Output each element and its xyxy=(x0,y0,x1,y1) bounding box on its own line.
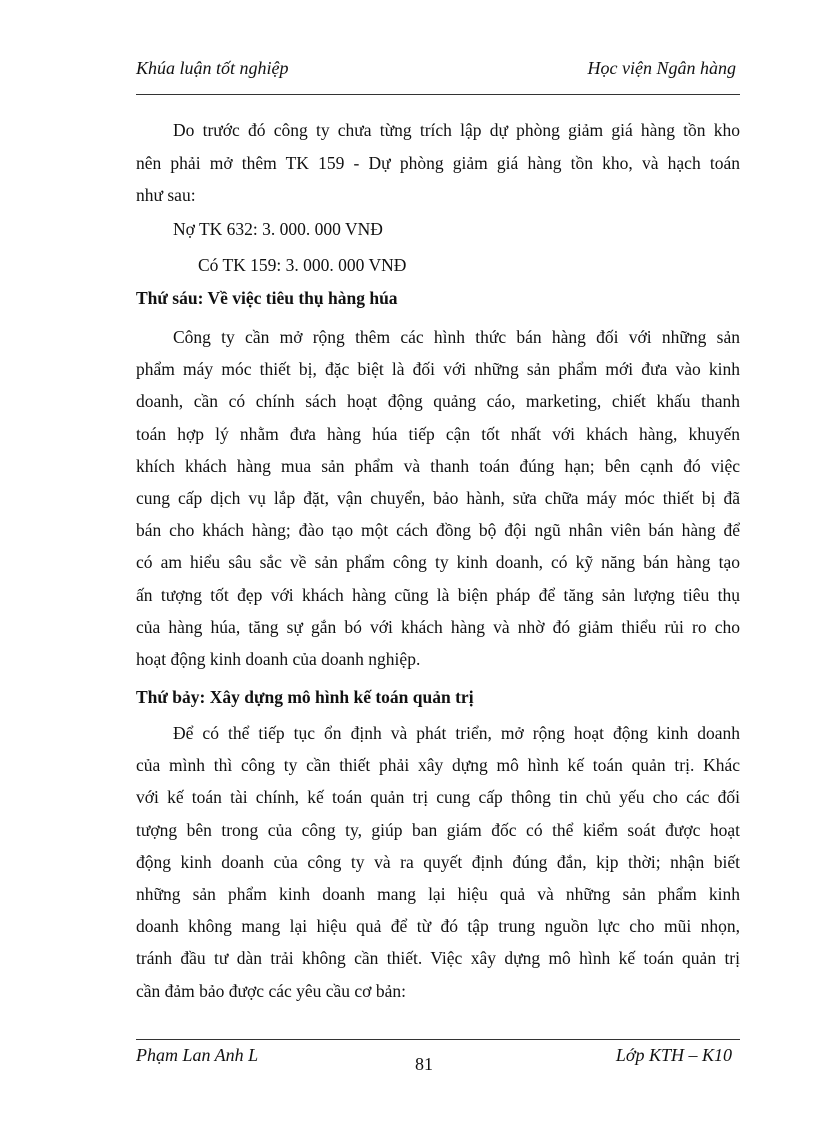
paragraph-line: hoạt động kinh doanh của doanh nghiệp. xyxy=(136,649,421,669)
paragraph-line: doanh không mang lại hiệu quả để từ đó tập trung nguồn lực cho mũi nhọn, xyxy=(136,916,740,937)
paragraph-line: có am hiểu sâu sắc về sản phẩm công ty kinh doanh, có kỹ năng bán hàng tạo xyxy=(136,552,740,573)
footer-author: Phạm Lan Anh L xyxy=(136,1045,259,1065)
paragraph-line: khích khách hàng mua sản phẩm và thanh toán đúng hạn; bên cạnh đó việc xyxy=(136,455,740,476)
paragraph-line: doanh, cần có chính sách hoạt động quảng cáo, marketing, chiết khấu thanh xyxy=(136,391,740,412)
section-heading: Thứ sáu: Về việc tiêu thụ hàng húa xyxy=(136,288,398,308)
paragraph-line: động kinh doanh của công ty và ra quyết định đúng đắn, kịp thời; nhận biết xyxy=(136,851,740,872)
footer-divider xyxy=(136,1039,740,1040)
paragraph-line: với kế toán tài chính, kế toán quản trị cung cấp thông tin chủ yếu cho các đối xyxy=(136,787,740,808)
paragraph-line: tránh đầu tư dàn trải không cần thiết. Việc xây dựng mô hình kế toán quản trị xyxy=(136,948,740,969)
paragraph-line: nên phải mở thêm TK 159 - Dự phòng giảm giá hàng tồn kho, và hạch toán xyxy=(136,152,740,173)
paragraph-line: Để có thể tiếp tục ổn định và phát triển, mở rộng hoạt động kinh doanh xyxy=(173,723,740,743)
paragraph-line: những sản phẩm kinh doanh mang lại hiệu quả và những sản phẩm kinh xyxy=(136,884,740,904)
header-title-right: Học viện Ngân hàng xyxy=(587,58,736,78)
paragraph-line: Công ty cần mở rộng thêm các hình thức bán hàng đối với những sản xyxy=(173,327,740,347)
footer-class: Lớp KTH – K10 xyxy=(615,1045,732,1065)
paragraph-line: ấn tượng tốt đẹp với khách hàng cũng là biện pháp để tăng sản lượng tiêu thụ xyxy=(136,584,740,605)
header-divider xyxy=(136,94,740,95)
header-title-left: Khúa luận tốt nghiệp xyxy=(136,58,289,78)
paragraph-line: cần đảm bảo được các yêu cầu cơ bản: xyxy=(136,980,406,1001)
paragraph-line: cung cấp dịch vụ lắp đặt, vận chuyển, bảo hành, sửa chữa máy móc thiết bị đã xyxy=(136,488,740,508)
page-number: 81 xyxy=(415,1054,433,1074)
journal-entry-debit: Nợ TK 632: 3. 000. 000 VNĐ xyxy=(173,219,383,239)
paragraph-line: như sau: xyxy=(136,185,196,205)
section-heading: Thứ bảy: Xây dựng mô hình kế toán quản trị xyxy=(136,687,474,707)
paragraph-line: bán cho khách hàng; đào tạo một cách đồng bộ đội ngũ nhân viên bán hàng để xyxy=(136,520,740,541)
paragraph-line: phẩm máy móc thiết bị, đặc biệt là đối với những sản phẩm mới đưa vào kinh xyxy=(136,359,740,380)
paragraph-line: Do trước đó công ty chưa từng trích lập dự phòng giảm giá hàng tồn kho xyxy=(173,120,740,140)
paragraph-line: của hàng húa, tăng sự gắn bó với khách hàng và nhờ đó giảm thiểu rủi ro cho xyxy=(136,616,740,637)
paragraph-line: toán hợp lý nhằm đưa hàng húa tiếp cận tốt nhất với khách hàng, khuyến xyxy=(136,423,740,444)
paragraph-line: tượng bên trong của công ty, giúp ban giám đốc có thể kiểm soát được hoạt xyxy=(136,819,740,840)
journal-entry-credit: Có TK 159: 3. 000. 000 VNĐ xyxy=(198,255,407,275)
paragraph-line: của mình thì công ty cần thiết phải xây dựng mô hình kế toán quản trị. Khác xyxy=(136,755,740,776)
